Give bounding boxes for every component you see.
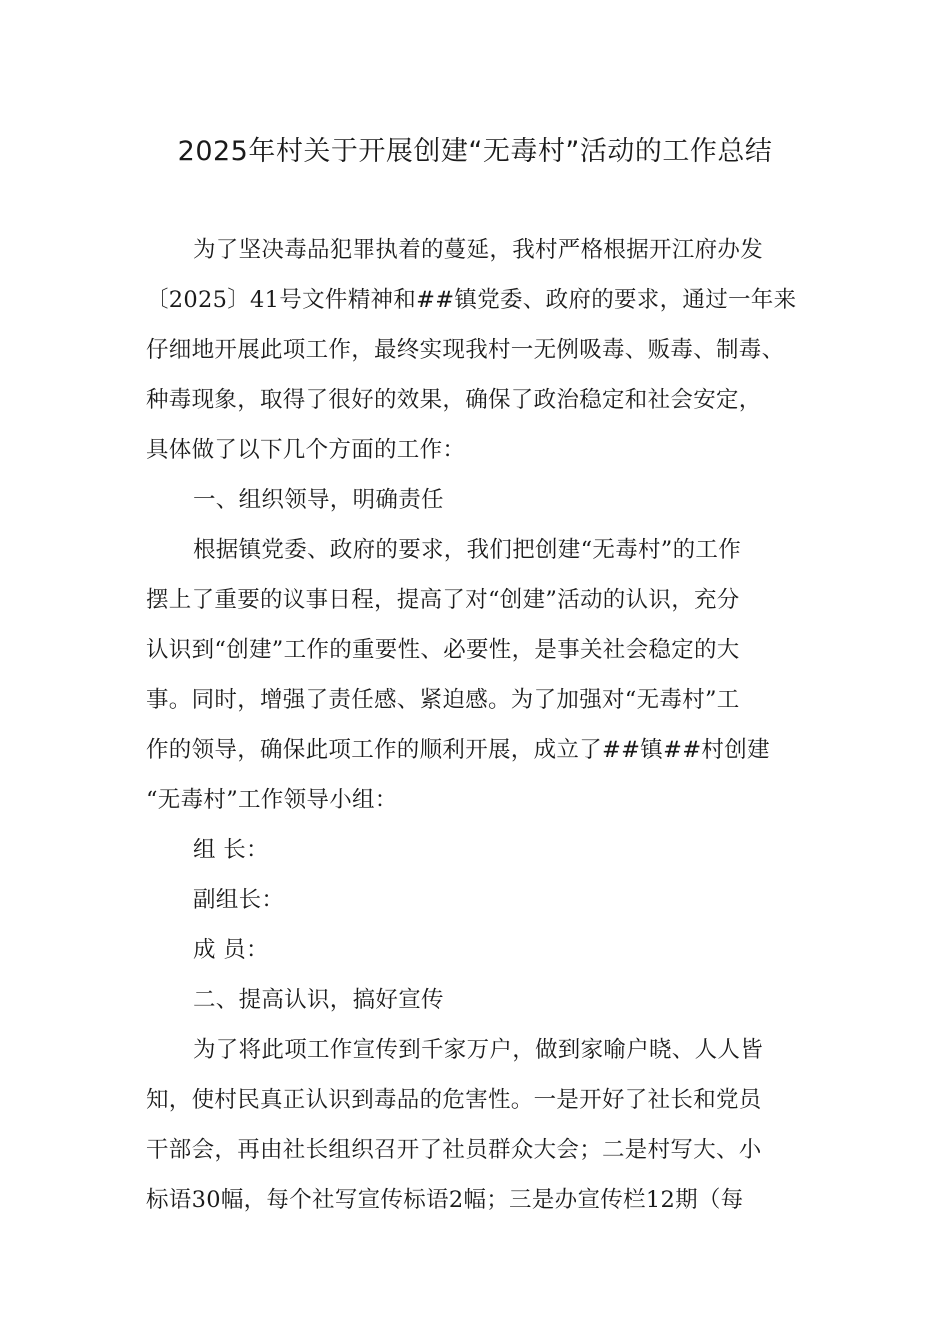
paragraph-line: 知，使村民真正认识到毒品的危害性。一是开好了社长和党员: [146, 1087, 762, 1113]
leader-field: 组 长：: [193, 837, 269, 863]
section-heading-1: 一、组织领导，明确责任: [193, 487, 444, 513]
deputy-leader-field: 副组长：: [193, 887, 285, 913]
section-heading-2: 二、提高认识，搞好宣传: [193, 987, 444, 1013]
paragraph-line: 种毒现象，取得了很好的效果，确保了政治稳定和社会安定，: [146, 387, 762, 413]
paragraph-line: 认识到“创建”工作的重要性、必要性，是事关社会稳定的大: [146, 637, 740, 663]
paragraph-line: “无毒村”工作领导小组：: [146, 787, 398, 813]
paragraph-line: 根据镇党委、政府的要求，我们把创建“无毒村”的工作: [193, 537, 742, 563]
document-title: 2025年村关于开展创建“无毒村”活动的工作总结: [177, 136, 773, 167]
paragraph-line: 事。同时，增强了责任感、紧迫感。为了加强对“无毒村”工: [146, 687, 740, 713]
paragraph-line: 为了将此项工作宣传到千家万户，做到家喻户晓、人人皆: [193, 1037, 764, 1063]
paragraph-line: 干部会，再由社长组织召开了社员群众大会；二是村写大、小: [146, 1137, 762, 1163]
paragraph-line: 标语30幅，每个社写宣传标语2幅；三是办宣传栏12期（每: [146, 1187, 744, 1213]
paragraph-line: 摆上了重要的议事日程，提高了对“创建”活动的认识，充分: [146, 587, 740, 613]
paragraph-line: 具体做了以下几个方面的工作：: [146, 437, 466, 463]
members-field: 成 员：: [193, 937, 269, 963]
paragraph-line: 为了坚决毒品犯罪执着的蔓延，我村严格根据开江府办发: [193, 237, 764, 263]
paragraph-line: 仔细地开展此项工作，最终实现我村一无例吸毒、贩毒、制毒、: [146, 337, 785, 363]
paragraph-line: 〔2025〕41号文件精神和##镇党委、政府的要求，通过一年来: [146, 287, 797, 313]
paragraph-line: 作的领导，确保此项工作的顺利开展，成立了##镇##村创建: [146, 737, 770, 763]
